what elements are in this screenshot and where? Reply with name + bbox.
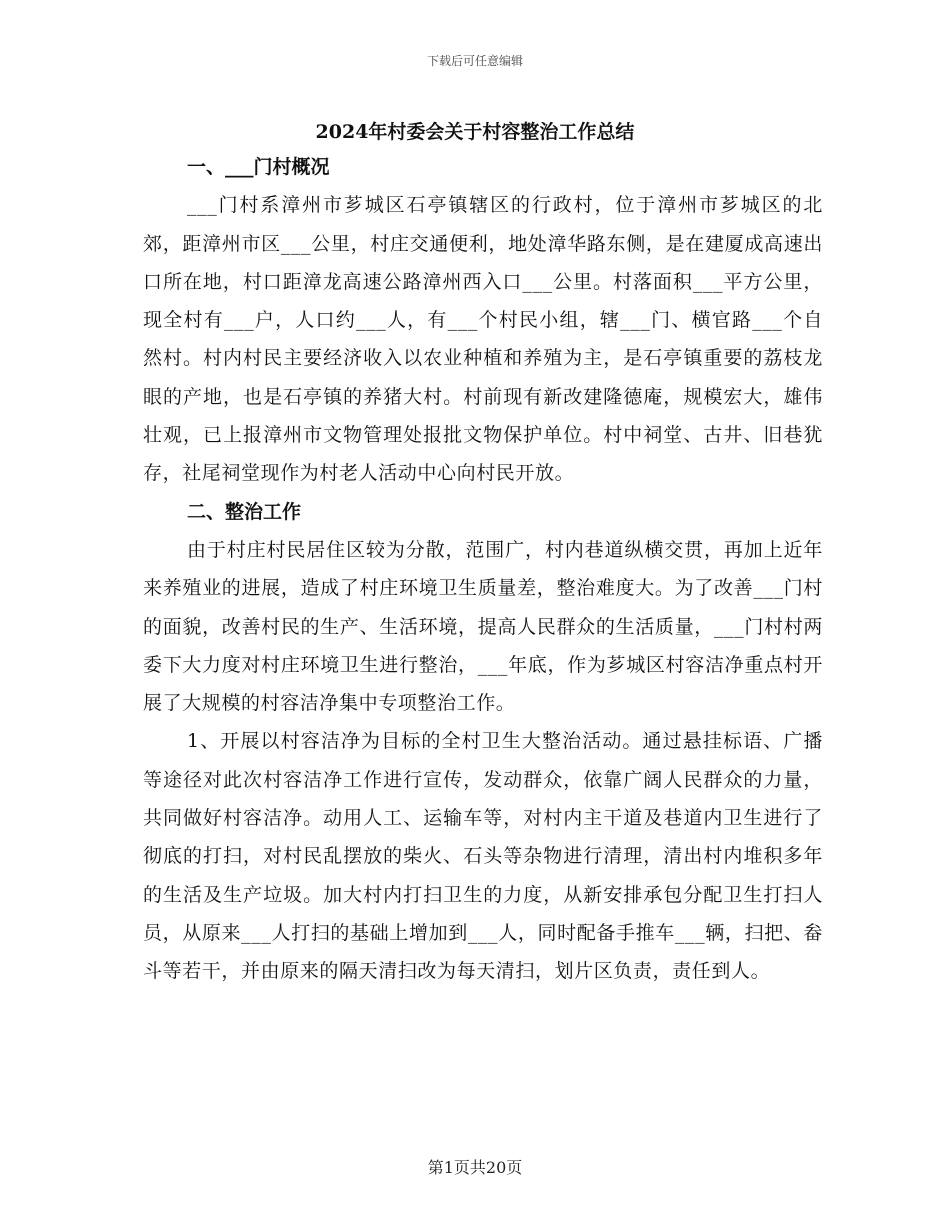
paragraph-rectification-item-1: 1、开展以村容洁净为目标的全村卫生大整治活动。通过悬挂标语、广播等途径对此次村容洁净工作进行宣传，发动群众，依靠广阔人民群众的力量，共同做好村容洁净。动用人工、运输车等，对村内主干道及巷道内卫生进行了彻底的打扫，对村民乱摆放的柴火、石头等杂物进行清理，清出村内堆积多年的生活及生产垃圾。加大村内打扫卫生的力度，从新安排承包分配卫生打扫人员，从原来___人打扫的基础上增加到___人，同时配备手推车___辆，扫把、畚斗等若干，并由原来的隔天清扫改为每天清扫，划片区负责，责任到人。 bbox=[143, 730, 823, 983]
document-title: 2024年村委会关于村容整治工作总结 bbox=[315, 121, 635, 143]
section-heading-rectification: 二、整治工作 bbox=[187, 500, 302, 523]
header-note: 下载后可任意编辑 bbox=[426, 54, 523, 68]
document-body bbox=[143, 148, 823, 991]
paragraph-overview: ___门村系漳州市芗城区石亭镇辖区的行政村，位于漳州市芗城区的北郊，距漳州市区___公里，村庄交通便利，地处漳华路东侧，是在建厦成高速出口所在地，村口距漳龙高速公路漳州西入口___公里。村落面积___平方公里，现全村有___户，人口约___人，有___个村民小组，辖___门、横官路___个自然村。村内村民主要经济收入以农业种植和养殖为主，是石亭镇重要的荔枝龙眼的产地，也是石亭镇的养猪大村。村前现有新改建隆德庵，规模宏大，雄伟壮观，已上报漳州市文物管理处报批文物保护单位。村中祠堂、古井、旧巷犹存，社尾祠堂现作为村老人活动中心向村民开放。 bbox=[143, 194, 823, 485]
paragraph-rectification-intro: 由于村庄村民居住区较为分散，范围广，村内巷道纵横交贯，再加上近年来养殖业的进展，造成了村庄环境卫生质量差，整治难度大。为了改善___门村的面貌，改善村民的生产、生活环境，提高人民群众的生活质量，___门村村两委下大力度对村庄环境卫生进行整治，___年底，作为芗城区村容洁净重点村开展了大规模的村容洁净集中专项整治工作。 bbox=[143, 538, 823, 715]
section-heading-overview: 一、___门村概况 bbox=[187, 156, 330, 178]
page-number-footer: 第1页共20页 bbox=[427, 1158, 523, 1177]
